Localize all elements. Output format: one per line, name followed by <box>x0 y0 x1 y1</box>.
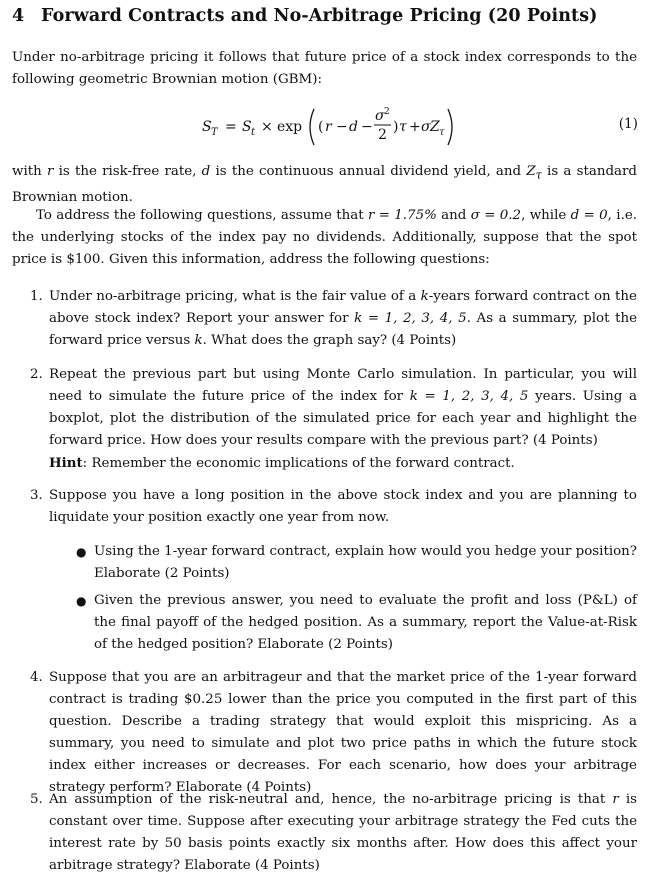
q1-k-values: k = 1, 2, 3, 4, 5 <box>354 311 467 326</box>
assumption-sigma: σ = 0.2 <box>470 208 522 223</box>
assumptions-text-2: and <box>436 208 471 223</box>
intro-paragraph: Under no-arbitrage pricing it follows that future price of a stock index corresponds to the following geometric Brownian motion (GBM): <box>12 50 637 87</box>
q2-k-values: k = 1, 2, 3, 4, 5 <box>409 389 529 404</box>
q1-k-2: k <box>194 333 203 348</box>
definition-text-1: with <box>12 164 47 179</box>
hint-text: : Remember the economic implications of the forward contract. <box>82 456 515 471</box>
eq-sigma-2: σ <box>421 119 431 135</box>
eq-z-sub: τ <box>439 127 445 138</box>
definition-text-4: is a standard Brownian motion. <box>12 164 637 205</box>
gbm-equation <box>12 100 638 156</box>
eq-d: d <box>349 119 358 135</box>
definition-r: r <box>46 164 54 179</box>
q1-k: k <box>420 289 429 304</box>
assumptions-text-4: , i.e. the underlying stocks of the index pay no dividends. Additionally, suppose that the spot price is $100. Given this information, address the following questions: <box>12 208 638 267</box>
eq-sigma-square: 2 <box>384 107 390 117</box>
question-text: Suppose that you are an arbitrageur and that the market price of the 1-year forward contract is trading $0.25 lower than the price you computed in the first part of this question. Describe a trading strategy that would exploit this mispricing. As a summary, you need to simulate and plot two price paths in which the future stock index either increases or decreases. For each scenario, how does your arbitrage strategy perform? Elaborate (4 Points) <box>49 670 637 795</box>
eq-lhs-sub: T <box>211 127 218 138</box>
eq-times: × <box>261 119 273 135</box>
q1-text-1: Under no-arbitrage pricing, what is the fair value of a <box>49 289 421 304</box>
question-number: 1. <box>30 289 43 304</box>
q1-text-2: -years forward contract on the above stock index? Report your answer for <box>49 289 637 326</box>
question-number: 2. <box>30 367 43 382</box>
eq-paren-inner-left: ( <box>318 119 324 135</box>
eq-big-paren-right <box>448 109 452 145</box>
assumptions-paragraph <box>12 205 637 271</box>
assumptions-text-1: To address the following questions, assume that <box>36 208 368 223</box>
section-heading: Forward Contracts and No-Arbitrage Pricing (20 Points) <box>41 6 598 26</box>
eq-exp: exp <box>277 119 303 135</box>
q2-text-1: Repeat the previous part but using Monte Carlo simulation. In particular, you will need to simulate the future price of the index for <box>49 367 637 404</box>
definition-text-3: is the continuous annual dividend yield, and <box>210 164 527 179</box>
assumptions-text-3: , while <box>521 208 571 223</box>
question-text <box>49 364 637 475</box>
section-number: 4 <box>12 6 25 26</box>
definition-text-2: is the risk-free rate, <box>53 164 202 179</box>
eq-r: r <box>325 119 332 135</box>
q5-r: r <box>612 792 619 807</box>
eq-plus: + <box>409 119 421 135</box>
q1-text-4: . What does the graph say? (4 Points) <box>202 333 457 348</box>
section-title <box>12 6 598 26</box>
bullet-dot: ● <box>76 545 87 559</box>
equation-formula <box>12 100 532 156</box>
eq-denominator: 2 <box>378 127 387 143</box>
eq-minus-1: − <box>336 119 348 135</box>
eq-minus-2: − <box>361 119 373 135</box>
bullet-text: Using the 1-year forward contract, explain how would you hedge your position? Elaborate (2 Points) <box>94 544 637 581</box>
definition-d: d <box>201 164 211 179</box>
question-number: 4. <box>30 670 43 685</box>
eq-paren-inner-right: ) <box>393 119 399 135</box>
definition-z-sub: τ <box>535 168 542 182</box>
q1-text-3: . As a summary, plot the forward price versus <box>49 311 638 348</box>
question-text <box>49 286 637 352</box>
question-text <box>49 789 637 877</box>
assumption-r: r = 1.75% <box>367 208 437 223</box>
question-text: Suppose you have a long position in the above stock index and you are planning to liquidate your position exactly one year from now. <box>49 488 637 525</box>
q5-text-1: An assumption of the risk-neutral and, hence, the no-arbitrage pricing is that <box>49 792 613 807</box>
question-number: 3. <box>30 488 43 503</box>
eq-s: S <box>242 119 252 135</box>
eq-big-paren-left <box>310 109 314 145</box>
eq-tau: τ <box>399 119 407 135</box>
q2-text-2: years. Using a boxplot, plot the distribution of the simulated price for each year and highlight the forward price. How does your results compare with the previous part? (4 Points) <box>49 389 637 448</box>
bullet-dot: ● <box>76 594 87 608</box>
question-number: 5. <box>30 792 43 807</box>
eq-lhs: S <box>202 119 212 135</box>
equation-number: (1) <box>618 116 638 132</box>
eq-s-sub: t <box>251 127 256 138</box>
eq-z: Z <box>430 119 440 135</box>
assumption-d: d = 0 <box>570 208 608 223</box>
q5-text-2: is constant over time. Suppose after executing your arbitrage strategy the Fed cuts the interest rate by 50 basis points exactly six months after. How does this affect your arbitrage strategy? Elaborate (4 Points) <box>49 792 637 873</box>
eq-equals: = <box>225 119 237 135</box>
bullet-text: Given the previous answer, you need to evaluate the profit and loss (P&L) of the final payoff of the hedged position. As a summary, report the Value-at-Risk of the hedged position? Elaborate (2 Points) <box>94 593 637 652</box>
eq-sigma: σ <box>375 108 385 124</box>
definition-z: Z <box>526 164 536 179</box>
hint-label: Hint <box>49 455 83 471</box>
definition-paragraph <box>12 161 637 209</box>
